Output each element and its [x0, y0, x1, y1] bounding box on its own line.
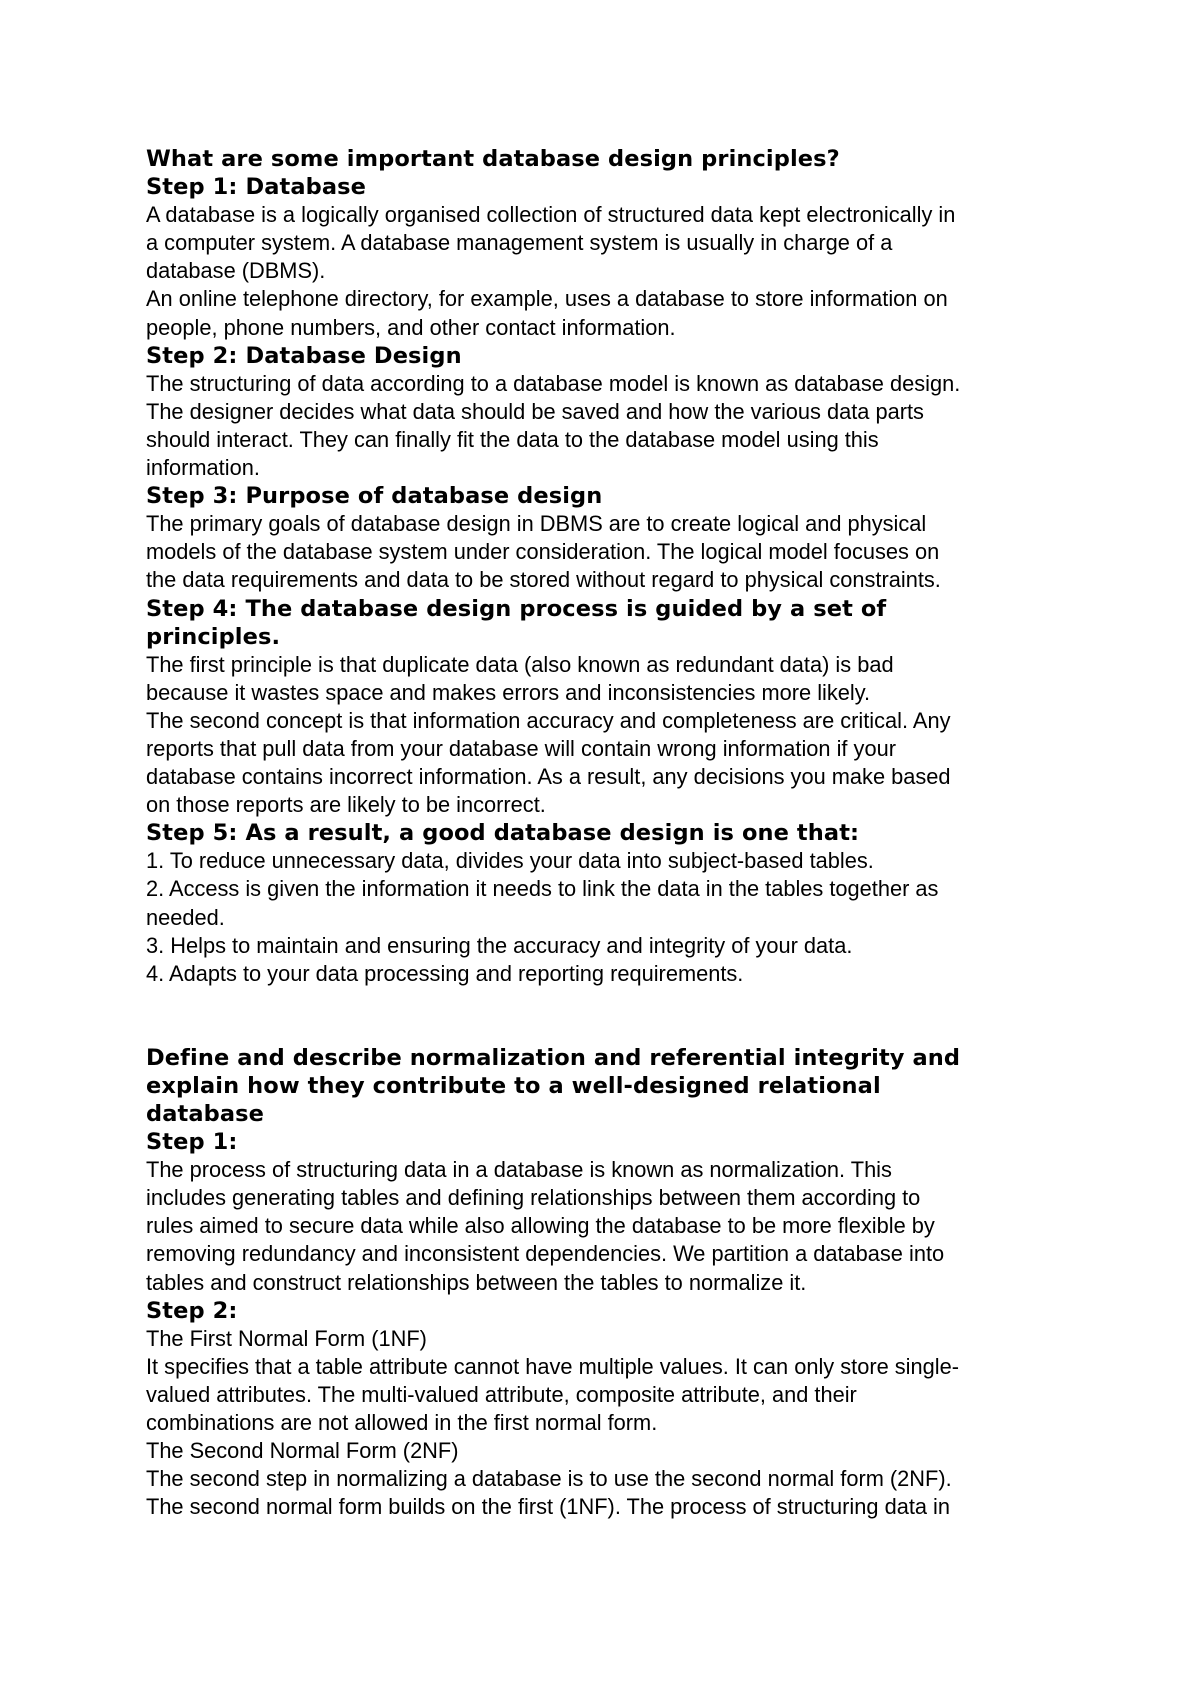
step-heading: Step 1:	[146, 1129, 238, 1156]
paragraph-line: includes generating tables and defining relationships between them according to	[146, 1185, 921, 1211]
paragraph-line: reports that pull data from your database will contain wrong information if your	[146, 735, 896, 761]
step-heading: Step 5: As a result, a good database design is one that:	[146, 820, 860, 847]
subheading-line: The First Normal Form (1NF)	[146, 1325, 427, 1351]
list-item: 2. Access is given the information it needs to link the data in the tables together as	[146, 876, 939, 902]
step-5	[146, 819, 1076, 988]
paragraph-line: database contains incorrect information. As a result, any decisions you make based	[146, 764, 951, 790]
subheading-line: The Second Normal Form (2NF)	[146, 1438, 459, 1464]
list-item: 4. Adapts to your data processing and reporting requirements.	[146, 960, 744, 986]
step-1	[146, 1128, 1076, 1297]
paragraph-line: information.	[146, 455, 260, 481]
step-heading: Step 2:	[146, 1297, 238, 1324]
step-heading: Step 4: The database design process is guided by a set of	[146, 595, 887, 622]
step-heading: Step 3: Purpose of database design	[146, 483, 603, 510]
paragraph-line: on those reports are likely to be incorrect.	[146, 792, 546, 818]
paragraph-line: rules aimed to secure data while also allowing the database to be more flexible by	[146, 1213, 935, 1239]
list-item: 1. To reduce unnecessary data, divides your data into subject-based tables.	[146, 848, 874, 874]
paragraph-line: The structuring of data according to a database model is known as database design.	[146, 370, 961, 396]
document-body	[146, 145, 1076, 1521]
paragraph-line: people, phone numbers, and other contact information.	[146, 314, 676, 340]
paragraph-line: The first principle is that duplicate data (also known as redundant data) is bad	[146, 651, 894, 677]
step-2	[146, 342, 1076, 482]
section-spacer	[146, 988, 1076, 1044]
step-3	[146, 482, 1076, 594]
step-heading: Step 1: Database	[146, 174, 366, 201]
paragraph-line: The designer decides what data should be saved and how the various data parts	[146, 398, 924, 424]
section-design-principles	[146, 145, 1076, 988]
list-item: needed.	[146, 904, 225, 930]
section-title: Define and describe normalization and referential integrity and	[146, 1044, 961, 1071]
step-2	[146, 1297, 1076, 1522]
step-4	[146, 595, 1076, 820]
paragraph-line: removing redundancy and inconsistent dependencies. We partition a database into	[146, 1241, 945, 1267]
paragraph-line: tables and construct relationships between the tables to normalize it.	[146, 1269, 807, 1295]
paragraph-line: models of the database system under consideration. The logical model focuses on	[146, 539, 940, 565]
section-title: What are some important database design principles?	[146, 146, 840, 172]
step-heading: principles.	[146, 623, 281, 650]
paragraph-line: should interact. They can finally fit the data to the database model using this	[146, 426, 879, 452]
step-heading: Step 2: Database Design	[146, 342, 462, 369]
paragraph-line: combinations are not allowed in the first normal form.	[146, 1410, 658, 1436]
step-1	[146, 173, 1076, 342]
paragraph-line: The second normal form builds on the first (1NF). The process of structuring data in	[146, 1494, 951, 1520]
paragraph-line: database (DBMS).	[146, 258, 326, 284]
paragraph-line: An online telephone directory, for example, uses a database to store information on	[146, 286, 948, 312]
paragraph-line: It specifies that a table attribute cannot have multiple values. It can only store single-	[146, 1353, 959, 1379]
paragraph-line: A database is a logically organised collection of structured data kept electronically in	[146, 202, 956, 228]
paragraph-line: valued attributes. The multi-valued attribute, composite attribute, and their	[146, 1381, 857, 1407]
list-item: 3. Helps to maintain and ensuring the accuracy and integrity of your data.	[146, 932, 853, 958]
paragraph-line: the data requirements and data to be stored without regard to physical constraints.	[146, 567, 941, 593]
paragraph-line: because it wastes space and makes errors and inconsistencies more likely.	[146, 679, 871, 705]
section-title: database	[146, 1101, 264, 1127]
paragraph-line: The second concept is that information accuracy and completeness are critical. Any	[146, 707, 951, 733]
paragraph-line: The primary goals of database design in DBMS are to create logical and physical	[146, 511, 927, 537]
paragraph-line: The process of structuring data in a database is known as normalization. This	[146, 1157, 892, 1183]
paragraph-line: a computer system. A database management system is usually in charge of a	[146, 230, 893, 256]
section-title: explain how they contribute to a well-designed relational	[146, 1072, 881, 1099]
section-normalization	[146, 1044, 1076, 1522]
paragraph-line: The second step in normalizing a database is to use the second normal form (2NF).	[146, 1466, 952, 1492]
